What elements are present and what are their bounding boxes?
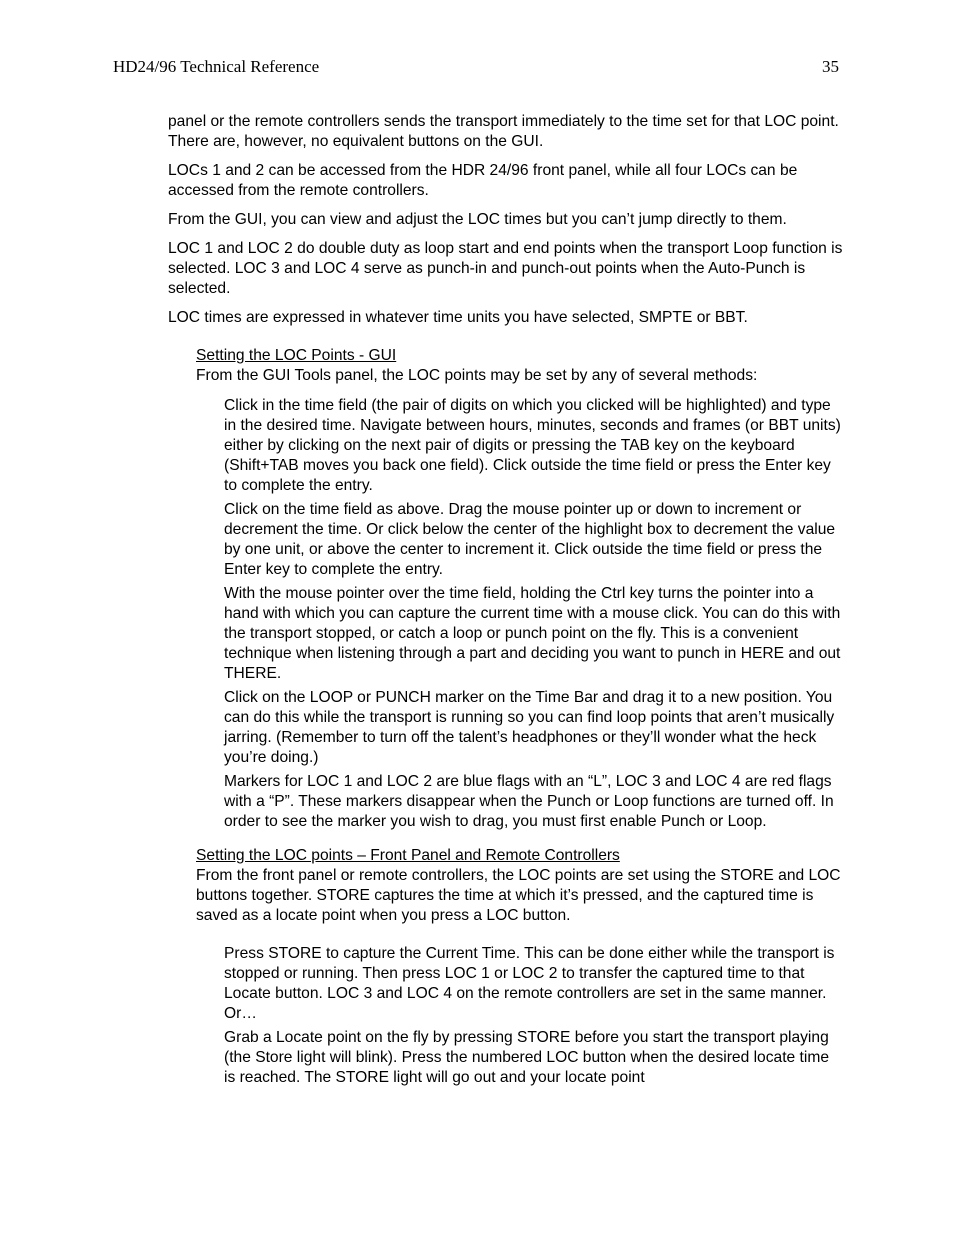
body-text — [168, 112, 844, 1092]
section-intro: From the GUI Tools panel, the LOC points may be set by any of several methods: — [196, 367, 758, 384]
section-heading: Setting the LOC points – Front Panel and Remote Controllers — [196, 847, 620, 864]
list-item: Markers for LOC 1 and LOC 2 are blue flags with an “L”, LOC 3 and LOC 4 are red flags with a “P”. These markers disappear when the Punch or Loop functions are turned off. In order to see the marker you wish to drag, you must first enable Punch or Loop. — [224, 773, 834, 830]
section-intro: From the front panel or remote controllers, the LOC points are set using the STORE and LOC buttons together. STORE captures the time at which it’s pressed, and the captured time is saved as a locate point when you press a LOC button. — [196, 867, 841, 924]
page-number: 35 — [822, 57, 839, 76]
section-front-panel — [196, 846, 844, 1088]
list-item: Click on the time field as above. Drag the mouse pointer up or down to increment or decrement the time. Or click below the center of the highlight box to decrement the value by one unit, or above the center to increment it. Click outside the time field or press the Enter key to complete the entry. — [224, 501, 836, 578]
method-list — [224, 396, 844, 832]
document-title: HD24/96 Technical Reference — [113, 57, 320, 76]
list-item: Click in the time field (the pair of digits on which you clicked will be highlighted) and type in the desired time. Navigate between hours, minutes, seconds and frames (or BBT units) either by clicking on the next pair of digits or pressing the TAB key on the keyboard (Shift+TAB moves you back one field). Click outside the time field or press the Enter key to complete the entry. — [224, 397, 841, 494]
paragraph: LOCs 1 and 2 can be accessed from the HDR 24/96 front panel, while all four LOCs can be accessed from the remote controllers. — [168, 162, 798, 199]
list-item: Grab a Locate point on the fly by pressing STORE before you start the transport playing (the Store light will blink). Press the numbered LOC button when the desired locate time is reached. The STORE light will go out and your locate point — [224, 1029, 829, 1086]
list-item: Press STORE to capture the Current Time. This can be done either while the transport is stopped or running. Then press LOC 1 or LOC 2 to transfer the captured time to that Locate button. LOC 3 and LOC 4 on the remote controllers are set in the same manner. Or… — [224, 945, 835, 1022]
paragraph: panel or the remote controllers sends the transport immediately to the time set for that LOC point. There are, however, no equivalent buttons on the GUI. — [168, 113, 839, 150]
paragraph: LOC times are expressed in whatever time units you have selected, SMPTE or BBT. — [168, 309, 748, 326]
section-heading: Setting the LOC Points - GUI — [196, 347, 397, 364]
paragraph: From the GUI, you can view and adjust the LOC times but you can’t jump directly to them. — [168, 211, 787, 228]
paragraph: LOC 1 and LOC 2 do double duty as loop start and end points when the transport Loop function is selected. LOC 3 and LOC 4 serve as punch-in and punch-out points when the Auto-Punch is selected. — [168, 240, 843, 297]
list-item: With the mouse pointer over the time field, holding the Ctrl key turns the pointer into a hand with which you can capture the current time with a mouse click. You can do this with the transport stopped, or catch a loop or punch point on the fly. This is a convenient technique when listening through a part and deciding you want to punch in HERE and out THERE. — [224, 585, 841, 682]
section-gui — [196, 346, 844, 832]
method-list — [224, 944, 844, 1088]
list-item: Click on the LOOP or PUNCH marker on the Time Bar and drag it to a new position. You can do this while the transport is running so you can find loop points that aren’t musically jarring. (Remember to turn off the talent’s headphones or they’ll wonder what the heck you’re doing.) — [224, 689, 835, 766]
running-header — [113, 57, 839, 79]
